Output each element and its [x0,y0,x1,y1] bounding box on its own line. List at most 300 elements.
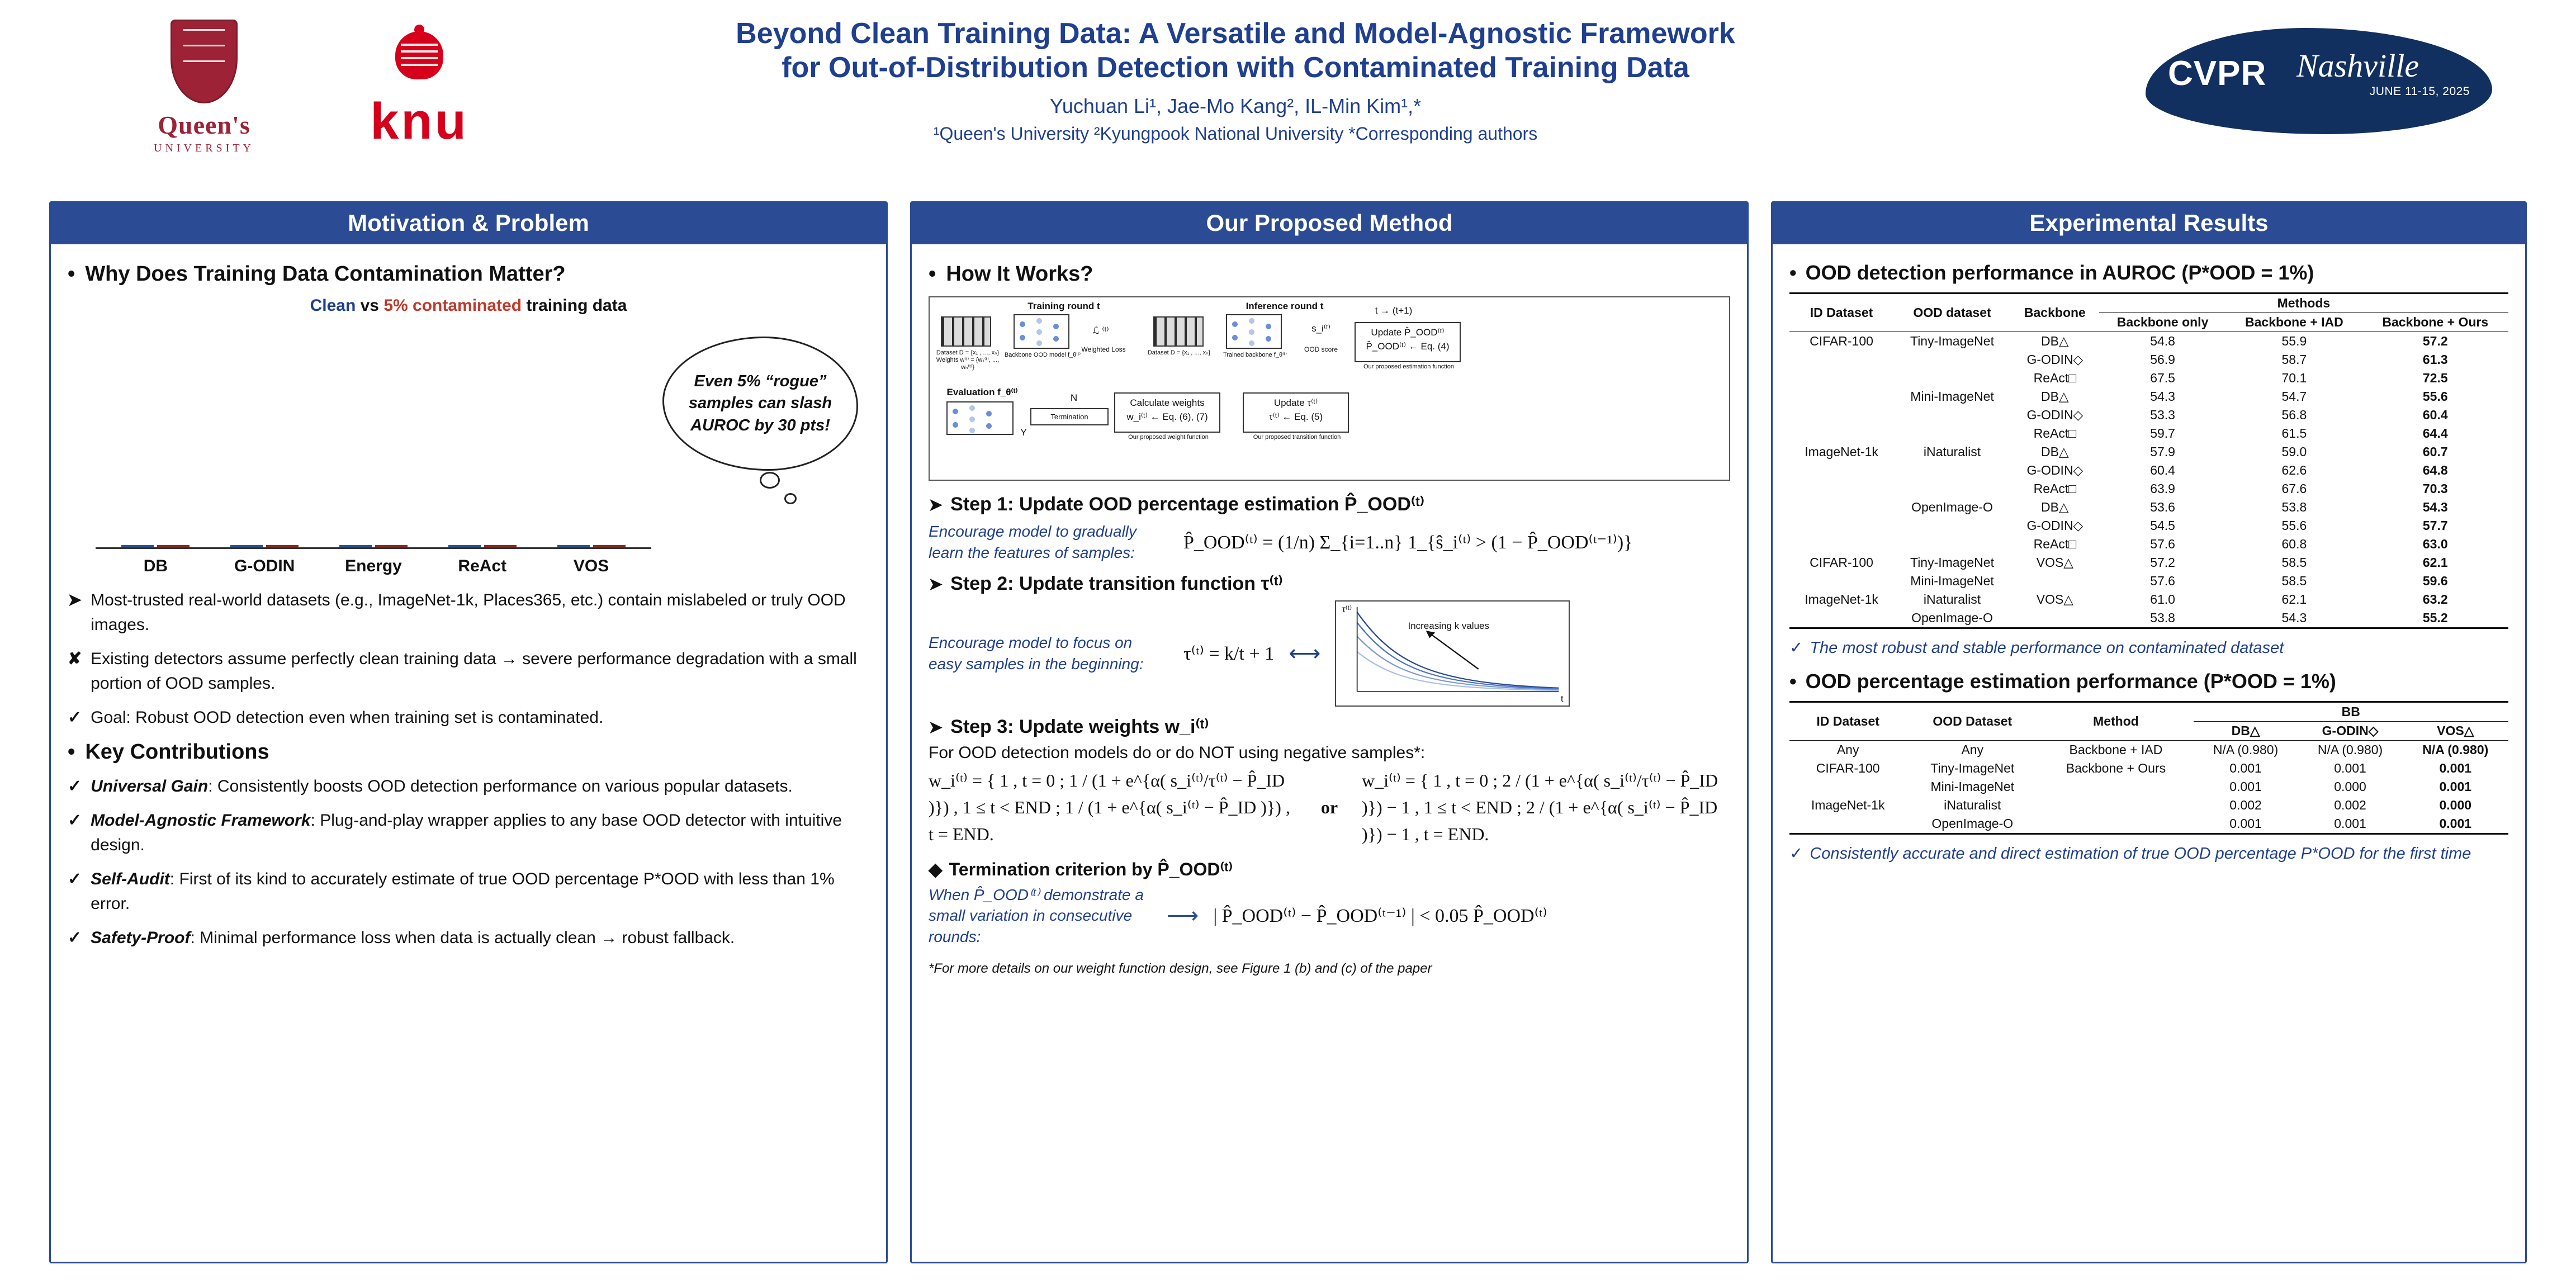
table-cell-value: 61.3 [2422,352,2448,367]
diagram-calc-weights-eq: w_i⁽ᵗ⁾ ← Eq. (6), (7) [1126,411,1208,423]
termination-equation: | P̂_OOD⁽ᵗ⁾ − P̂_OOD⁽ᵗ⁻¹⁾ | < 0.05 P̂_OOD⁽ᵗ⁾ [1213,906,1547,927]
list-item [68,867,869,916]
list-item [68,588,869,637]
table-cell-id [1789,815,1906,834]
table-cell-method: G-ODIN◇ [2026,463,2083,477]
table-cell-value: 72.5 [2422,371,2448,385]
table-cell-value: 55.2 [2422,610,2448,625]
table-cell-value: 54.3 [2281,610,2307,625]
thought-bubble: Even 5% “rogue” samples can slash AUROC by 30 pts! [662,337,858,471]
step-2-note: Encourage model to focus on easy samples in the beginning: [929,633,1144,673]
table-cell-id: Any [1836,742,1859,757]
list-item-lead: Model-Agnostic Framework [91,811,311,830]
table-header-cell: VOS△ [2437,723,2474,738]
diagram-update-p-note: Our proposed estimation function [1363,363,1455,370]
list-item-text: Model-Agnostic Framework: Plug-and-play wrapper applies to any base OOD detector with intuitive design. [91,811,842,854]
table-cell-method: DB△ [2041,444,2069,459]
diagram-backbone-train-net [1014,314,1069,349]
diagram-update-tau-eq: τ⁽ᵗ⁾ ← Eq. (5) [1268,411,1323,423]
affiliation-list: ¹Queen's University ²Kyungpook National University *Corresponding authors [933,123,1538,144]
list-item-text: Self-Audit: First of its kind to accurately estimate of true OOD percentage P*OOD with less than 1% error. [91,870,835,913]
table-cell-method: VOS△ [2036,592,2073,607]
table-cell-ood: Tiny-ImageNet [1930,761,2015,775]
results-section-1-title: • OOD detection performance in AUROC (P*OOD = 1%) [1789,261,2508,285]
table-cell-value: N/A (0.980) [2422,742,2489,757]
table-header-cell: DB△ [2231,723,2260,738]
step-3-equations [929,767,1730,847]
column-results [1771,201,2527,1263]
table-row [1789,424,2508,443]
queens-university-logo [112,20,296,171]
table-cell-value: 55.6 [2281,518,2307,533]
table-cell-method: ReAct□ [2033,537,2077,551]
table-cell-value: 58.7 [2281,352,2307,367]
list-item-text: Safety-Proof: Minimal performance loss when data is actually clean → robust fallback. [91,929,735,947]
chart-bar-clean [230,545,263,547]
table-row [1789,332,2508,351]
table-cell-ood: Mini-ImageNet [1930,779,2015,794]
table-cell-ood [1893,535,2011,553]
table-cell-ood [1893,351,2011,369]
diagram-evaluation-net [946,401,1014,435]
tau-curve-annotation: Increasing k values [1408,620,1489,631]
table-cell-ood: Mini-ImageNet [1910,389,1994,404]
chart-tick-label: G-ODIN [234,557,295,575]
table-cell-id [1789,517,1893,535]
table-cell-value: 57.6 [2150,574,2175,588]
table-cell-value: 62.1 [2281,592,2307,607]
table-cell-value: 54.3 [2150,389,2175,404]
table-header-cell: Backbone + IAD [2245,315,2343,329]
queens-shield-icon [171,20,238,103]
chart-bar-contaminated [484,545,517,547]
diagram-calc-weights-title: Calculate weights [1130,397,1205,408]
tau-curve-y-label: τ⁽ᵗ⁾ [1342,604,1352,614]
table-header-cell: Backbone only [2116,315,2209,329]
table-cell-ood: OpenImage-O [1911,500,1993,514]
diagram-calc-weights-box [1114,392,1220,433]
chart-tick-label: DB [143,557,168,575]
table-cell-value: 63.2 [2422,592,2448,607]
table-cell-id [1789,778,1906,796]
list-item-marker: ✓ [68,870,82,888]
diagram-termination-node: Termination [1030,408,1109,425]
table-group-header: BB [2194,702,2508,722]
table-header-cell: OOD dataset [1913,305,1991,320]
table-cell-method: G-ODIN◇ [2026,352,2083,367]
list-item-marker: ➤ [68,591,82,609]
table-cell-id [1789,535,1893,553]
diagram-update-tau-box [1243,392,1349,433]
diagram-backbone-train-caption: Backbone OOD model f_θ⁽ᵗ⁾ [1004,352,1081,358]
diagram-ood-score-label: OOD score [1304,345,1338,353]
method-footnote: *For more details on our weight function design, see Figure 1 (b) and (c) of the paper [929,960,1432,976]
table-cell-id: ImageNet-1k [1805,444,1878,459]
double-arrow-icon: ⟷ [1289,641,1321,666]
step-1-equation: P̂_OOD⁽ᵗ⁾ = (1/n) Σ_{i=1..n} 1_{ŝ_i⁽ᵗ⁾ > (1 − P̂_OOD⁽ᵗ⁻¹⁾)} [1183,532,1633,553]
table-group-header: Methods [2099,293,2508,313]
table-cell-method: DB△ [2041,334,2069,348]
diagram-update-p-eq: P̂_OOD⁽ᵗ⁾ ← Eq. (4) [1366,341,1450,352]
contributions-list [68,774,869,950]
table-cell-value: 53.3 [2150,408,2175,422]
table-cell-id [1789,387,1893,406]
chart-caption-vs: vs [356,296,384,315]
diagram-branch-yes-label: Y [1020,427,1027,438]
chart-bar-group [332,545,415,547]
table-cell-value: 53.6 [2150,500,2175,514]
table-row [1789,572,2508,590]
thought-bubble-dot-large [760,472,780,489]
table-cell-method: DB△ [2041,389,2069,404]
table-cell-method: Backbone + Ours [2066,761,2166,775]
list-item-marker: ✓ [68,811,82,830]
knu-logo-word: knu [370,93,468,150]
table-cell-method [2038,796,2193,815]
queens-logo-word: Queen's [158,111,250,139]
table-cell-id [1789,572,1893,590]
thought-bubble-dot-small [784,493,797,504]
table-row [1789,535,2508,553]
table-cell-method: G-ODIN◇ [2026,518,2083,533]
table-cell-method [2011,572,2099,590]
diagram-update-p-title: Update P̂_OOD⁽ᵗ⁾ [1371,327,1445,338]
table-cell-ood: iNaturalist [1923,444,1981,459]
diagram-evaluation-label: Evaluation f_θ⁽ᵗ⁾ [946,387,1018,397]
list-item [68,808,869,857]
chart-tick-label: Energy [345,557,402,575]
table-cell-value: 0.001 [2334,761,2366,775]
page-title-line1: Beyond Clean Training Data: A Versatile and Model-Agnostic Framework [736,17,1735,50]
table-header-cell: Backbone + Ours [2382,315,2489,329]
table-cell-method: VOS△ [2036,555,2073,570]
table-cell-value: 63.9 [2150,481,2175,496]
chart-bar-contaminated [375,545,408,547]
table-row [1789,498,2508,517]
knu-logo [335,28,503,168]
table-cell-value: 53.8 [2150,610,2175,625]
table-row [1789,517,2508,535]
step-2-equation: τ⁽ᵗ⁾ = k/t + 1 [1183,643,1275,664]
chart-bar-contaminated [593,545,626,547]
table-row [1789,553,2508,572]
cvpr-logo [2146,22,2492,151]
table-cell-id [1789,406,1893,424]
diagram-inference-dataset-caption: Dataset D = {x₁ , ..., xₙ} [1147,349,1211,356]
table-cell-value: 62.1 [2422,555,2448,570]
list-item-text: Existing detectors assume perfectly clean training data → severe performance degradation with a small portion of OOD samples. [91,650,857,693]
diagram-train-dataset-caption: Dataset D = {x₁ , ..., xₙ} Weights w⁽ᵗ⁾ = {w₁⁽ᵗ⁾, ..., wₙ⁽ᵗ⁾} [936,349,1000,371]
table-cell-value: 0.002 [2229,798,2262,812]
table-row [1789,461,2508,480]
table-cell-value: 0.002 [2334,798,2366,812]
table-row [1789,590,2508,609]
table-cell-value: 0.001 [2229,779,2262,794]
table-cell-value: N/A (0.980) [2317,742,2383,757]
auroc-results-table [1789,292,2508,629]
table-cell-value: 55.9 [2281,334,2307,348]
table-cell-ood: Any [1961,742,1984,757]
table-cell-value: 70.1 [2281,371,2307,385]
table-cell-value: 0.001 [2439,816,2472,831]
table-row [1789,796,2508,815]
table-cell-ood [1893,424,2011,443]
table-cell-id [1789,461,1893,480]
table-cell-value: 58.5 [2281,555,2307,570]
chart-caption-contaminated: 5% contaminated [383,296,522,315]
table-cell-value: 59.7 [2150,426,2175,441]
table-header-cell: Backbone [2024,305,2086,320]
chart-bar-contaminated [266,545,299,547]
table-row [1789,406,2508,424]
table-cell-value: 59.6 [2422,574,2448,588]
poster-header [0,0,2576,196]
table-cell-method [2011,609,2099,628]
results-section-2-title: • OOD percentage estimation performance (P*OOD = 1%) [1789,670,2508,693]
table-cell-ood [1893,480,2011,498]
step-3-equation-right: w_i⁽ᵗ⁾ = { 1 , t = 0 ; 2 / (1 + e^{α( s_i⁽ᵗ⁾/τ⁽ᵗ⁾ − P̂_ID )}) − 1 , 1 ≤ t < END ; 2 / (1 + e^{α( s_i⁽ᵗ⁾ − P̂_ID )}) − 1 , t = END. [1362,770,1718,844]
step-3-equation-left: w_i⁽ᵗ⁾ = { 1 , t = 0 ; 1 / (1 + e^{α( s_i⁽ᵗ⁾/τ⁽ᵗ⁾ − P̂_ID )}) , 1 ≤ t < END ; 1 / (1 + e^{α( s_i⁽ᵗ⁾ − P̂_ID )}) , t = END. [929,770,1290,844]
chart-caption [68,296,869,315]
table-cell-ood [1893,517,2011,535]
table-cell-value: 0.001 [2229,761,2262,775]
cvpr-city-script: Nashville [2296,48,2419,84]
right-arrow-icon: ⟶ [1167,903,1199,929]
chart-tick-label: VOS [573,557,609,575]
chart-bar-clean [121,545,154,547]
table-header-cell: ID Dataset [1810,305,1873,320]
column-2-body [912,244,1747,988]
table-row [1789,778,2508,796]
list-item-marker: ✓ [68,929,82,947]
table-cell-value: 57.7 [2422,518,2448,533]
diagram-branch-no-label: N [1070,392,1078,403]
table-cell-value: 53.8 [2281,500,2307,514]
table-cell-value: 67.6 [2281,481,2307,496]
table-cell-value: 0.001 [2229,816,2262,831]
table-cell-method: DB△ [2041,500,2069,514]
table-header-cell: OOD Dataset [1933,714,2012,728]
table-row [1789,741,2508,760]
table-cell-value: 64.4 [2422,426,2448,441]
column-motivation [49,201,888,1263]
table-cell-value: 61.5 [2281,426,2307,441]
table-row [1789,443,2508,461]
table-cell-value: 56.8 [2281,408,2307,422]
table-cell-value: 0.000 [2439,798,2472,812]
table-row [1789,759,2508,778]
diagram-next-round-label: t → (t+1) [1375,305,1413,316]
diagram-train-dataset-image [941,316,991,347]
table-cell-value: 70.3 [2422,481,2448,496]
table-cell-value: 0.001 [2439,761,2472,775]
diagram-update-tau-title: Update τ⁽ᵗ⁾ [1273,397,1318,408]
chart-bar-contaminated [157,545,190,547]
table-cell-value: 57.2 [2150,555,2175,570]
column-2-heading: Our Proposed Method [912,203,1747,244]
ood-percentage-table [1789,701,2508,835]
table-cell-value: 62.6 [2281,463,2307,477]
diagram-inference-round-label: Inference round t [1246,301,1324,311]
title-block [531,17,1940,144]
table-cell-ood [1893,461,2011,480]
table-cell-value: 61.0 [2150,592,2175,607]
table-row [1789,609,2508,628]
list-item-lead: Self-Audit [91,870,170,888]
table-cell-value: 54.3 [2422,500,2448,514]
table-cell-id: CIFAR-100 [1810,334,1873,348]
table-cell-id: CIFAR-100 [1810,555,1873,570]
table-cell-value: 60.7 [2422,444,2448,459]
chart-bar-group [113,545,197,547]
table-cell-value: 60.4 [2422,408,2448,422]
auroc-bar-chart [73,320,864,583]
motivation-points-list [68,588,869,730]
table-cell-id: CIFAR-100 [1816,761,1880,775]
chart-tick-label: ReAct [458,557,507,575]
list-item-text: Goal: Robust OOD detection even when training set is contaminated. [91,708,604,727]
table-row [1789,369,2508,387]
chart-bar-clean [448,545,481,547]
poster-columns [49,201,2527,1263]
list-item-marker: ✓ [68,708,82,727]
table-header-cell: ID Dataset [1816,714,1879,728]
chart-bar-clean [557,545,590,547]
table-cell-value: 54.8 [2150,334,2175,348]
termination-title: ◆ Termination criterion by P̂_OOD⁽ᵗ⁾ [929,859,1730,880]
table-cell-method: G-ODIN◇ [2026,408,2083,422]
table-cell-method [2038,778,2193,796]
table-cell-ood [1893,406,2011,424]
step-2-title: ➤ Step 2: Update transition function τ⁽ᵗ⁾ [929,572,1730,595]
diagram-update-p-box [1355,322,1461,362]
results-check-1: ✓ The most robust and stable performance on contaminated dataset [1789,638,2508,657]
table-cell-value: 67.5 [2150,371,2175,385]
table-row [1789,480,2508,498]
table-cell-method: ReAct□ [2033,426,2077,441]
table-cell-id: ImageNet-1k [1811,798,1885,812]
diagram-calc-weights-note: Our proposed weight function [1128,434,1209,441]
knu-bell-icon [386,28,453,95]
column-1-heading: Motivation & Problem [51,203,886,244]
chart-bar-group [550,545,633,547]
table-cell-ood: Mini-ImageNet [1910,574,1994,588]
table-cell-value: 0.001 [2439,779,2472,794]
list-item-marker: ✘ [68,650,82,668]
list-item [68,705,869,730]
table-cell-id [1789,369,1893,387]
subsection-why-contamination: • Why Does Training Data Contamination Matter? [68,262,869,286]
list-item [68,774,869,799]
table-cell-value: 60.8 [2281,537,2307,551]
diagram-score-symbol: s_i⁽ᵗ⁾ [1311,323,1330,334]
table-cell-value: 63.0 [2422,537,2448,551]
list-item [68,926,869,950]
step-3-title: ➤ Step 3: Update weights w_i⁽ᵗ⁾ [929,716,1730,738]
cvpr-logo-word: CVPR [2168,54,2267,93]
column-method [910,201,1749,1263]
table-cell-id [1789,480,1893,498]
table-header-cell: G-ODIN◇ [2322,723,2379,738]
diagram-weighted-loss-label: Weighted Loss [1081,345,1126,353]
table-row [1789,387,2508,406]
step-3-or-label: or [1320,797,1338,817]
table-cell-id: ImageNet-1k [1805,592,1878,607]
table-cell-value: 54.5 [2150,518,2175,533]
table-cell-value: 56.9 [2150,352,2175,367]
table-cell-method: ReAct□ [2033,481,2077,496]
termination-note: When P̂_OOD⁽ᵗ⁾ demonstrate a small variation in consecutive rounds: [929,886,1144,946]
page-title-line2: for Out-of-Distribution Detection with Contaminated Training Data [782,51,1689,84]
diagram-update-tau-note: Our proposed transition function [1253,434,1341,441]
table-cell-id [1789,424,1893,443]
step-3-lead: For OOD detection models do or do NOT using negative samples*: [929,743,1426,762]
table-cell-method: Backbone + IAD [2069,742,2163,757]
table-cell-id [1789,351,1893,369]
chart-bar-group [441,545,524,547]
chart-x-axis [96,547,651,549]
step-1-note: Encourage model to gradually learn the features of samples: [929,523,1137,561]
table-cell-ood: Tiny-ImageNet [1910,555,1994,570]
table-row [1789,351,2508,369]
table-cell-ood: iNaturalist [1944,798,2001,812]
cvpr-date-label: JUNE 11-15, 2025 [2369,85,2470,98]
subsection-key-contributions: • Key Contributions [68,740,869,764]
diagram-training-round-label: Training round t [1027,301,1100,311]
table-cell-ood: OpenImage-O [1931,816,2014,831]
list-item-lead: Universal Gain [91,776,209,795]
table-cell-value: 0.001 [2334,816,2366,831]
tau-curve-plot [1335,600,1570,707]
list-item-lead: Safety-Proof [91,929,191,947]
queens-logo-subtitle: UNIVERSITY [154,142,254,154]
table-cell-value: 54.7 [2281,389,2307,404]
method-pipeline-diagram [929,296,1730,481]
list-item-marker: ✓ [68,776,82,795]
results-check-2: ✓ Consistently accurate and direct estimation of true OOD percentage P*OOD for the first time [1789,844,2508,863]
table-row [1789,815,2508,834]
diagram-loss-symbol: ℒ ⁽ᵗ⁾ [1092,325,1109,336]
table-cell-value: 57.9 [2150,444,2175,459]
diagram-backbone-inference-caption: Trained backbone f_θ⁽ᵗ⁾ [1223,352,1287,358]
author-list: Yuchuan Li¹, Jae-Mo Kang², IL-Min Kim¹,* [1049,94,1422,117]
table-cell-value: 0.000 [2334,779,2366,794]
column-3-heading: Experimental Results [1773,203,2525,244]
column-1-body [51,244,886,972]
table-cell-value: 58.5 [2281,574,2307,588]
list-item-text: Most-trusted real-world datasets (e.g., ImageNet-1k, Places365, etc.) contain mislabeled or truly OOD images. [91,591,846,634]
table-cell-id [1789,498,1893,517]
table-cell-ood: Tiny-ImageNet [1910,334,1994,348]
table-cell-value: 57.6 [2150,537,2175,551]
table-cell-id [1789,609,1893,628]
diagram-inference-dataset-image [1153,316,1204,347]
column-3-body [1773,244,2525,887]
table-cell-method: ReAct□ [2033,371,2077,385]
chart-bar-clean [339,545,372,547]
diagram-backbone-inference-net [1226,314,1282,349]
tau-curve-x-label: t [1561,694,1564,704]
chart-caption-clean: Clean [310,296,356,315]
table-cell-value: 64.8 [2422,463,2448,477]
subsection-how-it-works: • How It Works? [929,262,1730,286]
list-item-text: Universal Gain: Consistently boosts OOD detection performance on various popular datasets. [91,776,793,795]
chart-caption-tail: training data [522,296,627,315]
table-cell-method [2038,815,2193,834]
table-cell-value: 55.6 [2422,389,2448,404]
table-cell-value: 60.4 [2150,463,2175,477]
list-item [68,647,869,695]
